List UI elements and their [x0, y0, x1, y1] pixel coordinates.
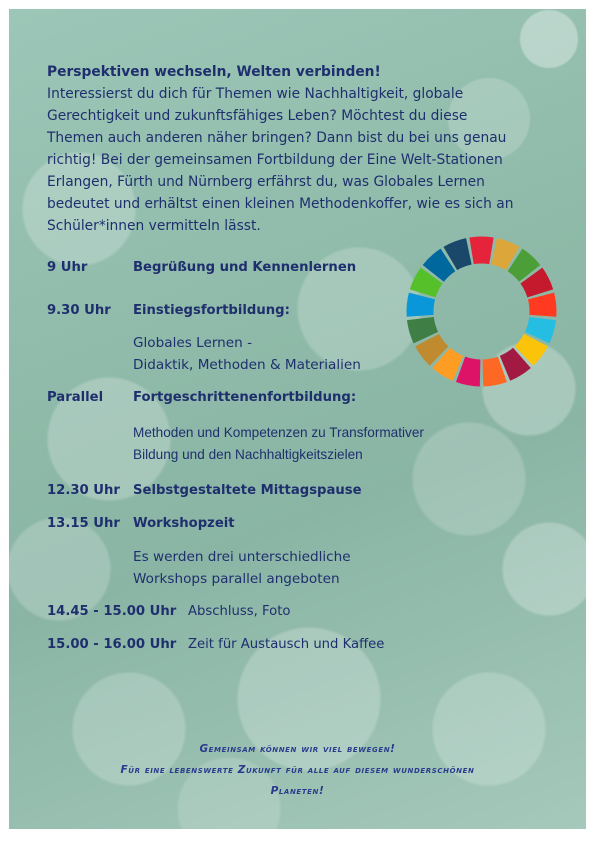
schedule-description [133, 332, 361, 376]
intro-line: bedeutet und erhältst einen kleinen Methodenkoffer, wie es sich an [47, 196, 514, 212]
intro-line: richtig! Bei der gemeinsamen Fortbildung der Eine Welt-Stationen [47, 152, 503, 168]
intro-line: Interessierst du dich für Themen wie Nachhaltigkeit, globale [47, 86, 464, 102]
intro-line: Gerechtigkeit und zukunftsfähiges Leben? Möchtest du diese [47, 108, 468, 124]
schedule-title: Einstiegsfortbildung: [133, 303, 290, 318]
schedule-description [133, 422, 424, 466]
sdg-segment [469, 237, 493, 265]
poster-background [9, 9, 586, 829]
schedule-title: Fortgeschrittenenfortbildung: [133, 390, 357, 405]
schedule-title: Begrüßung und Kennenlernen [133, 260, 357, 275]
sdg-wheel-icon [404, 234, 559, 389]
schedule-time: Parallel [47, 390, 104, 405]
schedule-time: 13.15 Uhr [47, 516, 120, 531]
description-line: Bildung und den Nachhaltigkeitszielen [133, 447, 363, 462]
footer-line: Gemeinsam können wir viel bewegen! [199, 743, 396, 755]
intro-line: Themen auch anderen näher bringen? Dann bist du bei uns genau [47, 130, 507, 146]
intro-text [47, 61, 557, 237]
schedule-title: Workshopzeit [133, 516, 235, 531]
schedule-title: Selbstgestaltete Mittagspause [133, 483, 362, 498]
footer-line: Planeten! [270, 785, 325, 797]
schedule-time: 15.00 - 16.00 Uhr [47, 637, 177, 652]
schedule-description [133, 546, 351, 590]
schedule-time: 9 Uhr [47, 260, 88, 275]
sdg-segment [407, 293, 436, 317]
intro-heading: Perspektiven wechseln, Welten verbinden! [47, 64, 381, 80]
schedule-time: 9.30 Uhr [47, 303, 111, 318]
schedule-time: 12.30 Uhr [47, 483, 120, 498]
sdg-segment [528, 293, 557, 317]
footer-slogan [9, 739, 586, 802]
description-line: Globales Lernen - [133, 335, 252, 351]
schedule-time: 14.45 - 15.00 Uhr [47, 604, 177, 619]
intro-line: Erlangen, Fürth und Nürnberg erfährst du, was Globales Lernen [47, 174, 485, 190]
footer-line: Für eine lebenswerte Zukunft für alle auf diesem wunderschönen [120, 764, 475, 776]
description-line: Es werden drei unterschiedliche [133, 549, 351, 565]
schedule-title: Abschluss, Foto [188, 604, 291, 619]
description-line: Didaktik, Methoden & Materialien [133, 357, 361, 373]
description-line: Methoden und Kompetenzen zu Transformativer [133, 425, 424, 440]
schedule-title: Zeit für Austausch und Kaffee [188, 637, 385, 652]
intro-line: Schüler*innen vermitteln lässt. [47, 218, 261, 234]
description-line: Workshops parallel angeboten [133, 571, 340, 587]
